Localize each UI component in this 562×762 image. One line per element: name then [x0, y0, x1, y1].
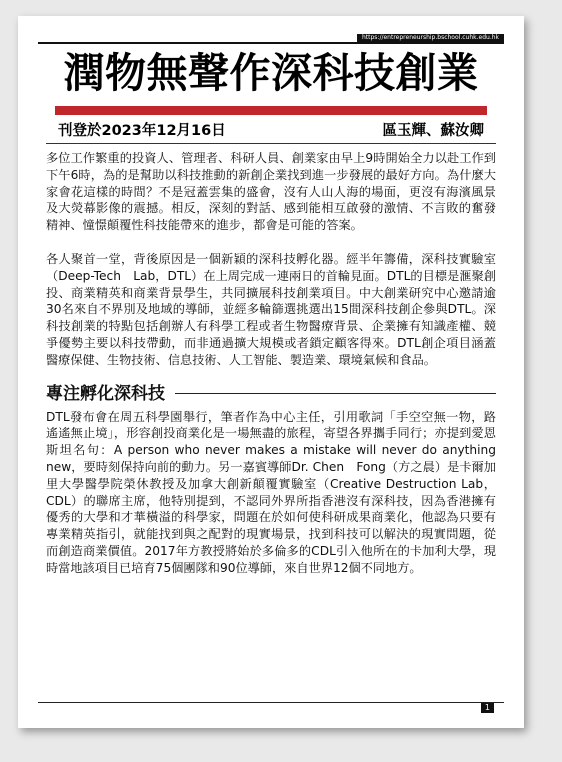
authors: 區玉輝、蘇汝卿: [382, 123, 484, 139]
section-heading: 專注孵化深科技: [46, 383, 165, 404]
article-title: 潤物無聲作深科技創業: [63, 49, 479, 97]
article-page: [18, 16, 524, 728]
dateline-rule: [46, 143, 496, 144]
dateline: [58, 121, 484, 141]
page-number: 1: [481, 703, 494, 713]
publish-date: 刊登於2023年12月16日: [58, 123, 226, 139]
section-heading-rule: [175, 393, 496, 395]
paragraph-2: 各人聚首一堂，背後原因是一個新穎的深科技孵化器。經半年籌備，深科技實驗室（Deep-Tech Lab，DTL）在上周完成一連兩日的首輪見面。DTL的目標是滙聚創投、商業精英和商業背景學生，共同擴展科技創業項目。中大創業研究中心邀請逾30名來自不界別及地域的導師，並經多輪篩選挑選出15間深科技創企參與DTL。深科技創業的特點包括創辦人有科學工程或者生物醫療背景、企業擁有知識產權、競爭優勢主要以科技帶動，而非通過擴大規模或者鎖定顧客得來。DTL創企項目涵蓋醫療保健、生物技術、信息技術、人工智能、製造業、環境氣候和食品。: [46, 251, 496, 367]
paragraph-1: 多位工作繁重的投資人、管理者、科研人員、創業家由早上9時開始全力以赴工作到下午6時，為的是幫助以科技推動的新創企業找到進一步發展的最好方向。為什麼大家會花這樣的時間？不是冠蓋雲集的盛會，沒有人山人海的場面，更沒有海濱風景及大熒幕影像的震撼。相反，深刻的對話、感到能相互啟發的激情、不言敗的奮發精神、憧憬顛覆性科技能帶來的進步，都會是可能的答案。: [46, 151, 496, 233]
footer-rule: [38, 702, 504, 703]
section-heading-row: [46, 382, 496, 406]
accent-bar: [55, 106, 487, 115]
source-url-tag[interactable]: https://entrepreneurship.bschool.cuhk.edu.hk: [357, 34, 504, 42]
paragraph-3: DTL發布會在周五科學園舉行，筆者作為中心主任，引用歌詞「手空空無一物，路遙遙無止境」，形容創投商業化是一場無盡的旅程，寄望各界攜手同行；亦提到愛恩斯坦名句：A person who never makes a mistake will never do anything new，要時刻保持向前的動力。另一嘉賓導師Dr. Chen Fong（方之晨）是卡爾加里大學醫學院榮休教授及加拿大創新顛覆實驗室（Creative Destruction Lab，CDL）的聯席主席，他特別提到，不認同外界所指香港沒有深科技，因為香港擁有優秀的大學和才華橫溢的科學家，問題在於如何使科研成果商業化，他認為只要有專業精英指引，就能找到與之配對的現實場景，找到科技可以解決的現實問題，從而創造商業價值。2017年方教授將始於多倫多的CDL引入他所在的卡加利大學，現時當地該項目已培育75個團隊和90位導師，來自世界12個不同地方。: [46, 409, 496, 575]
article-body: [46, 150, 496, 577]
top-rule: [38, 42, 504, 44]
